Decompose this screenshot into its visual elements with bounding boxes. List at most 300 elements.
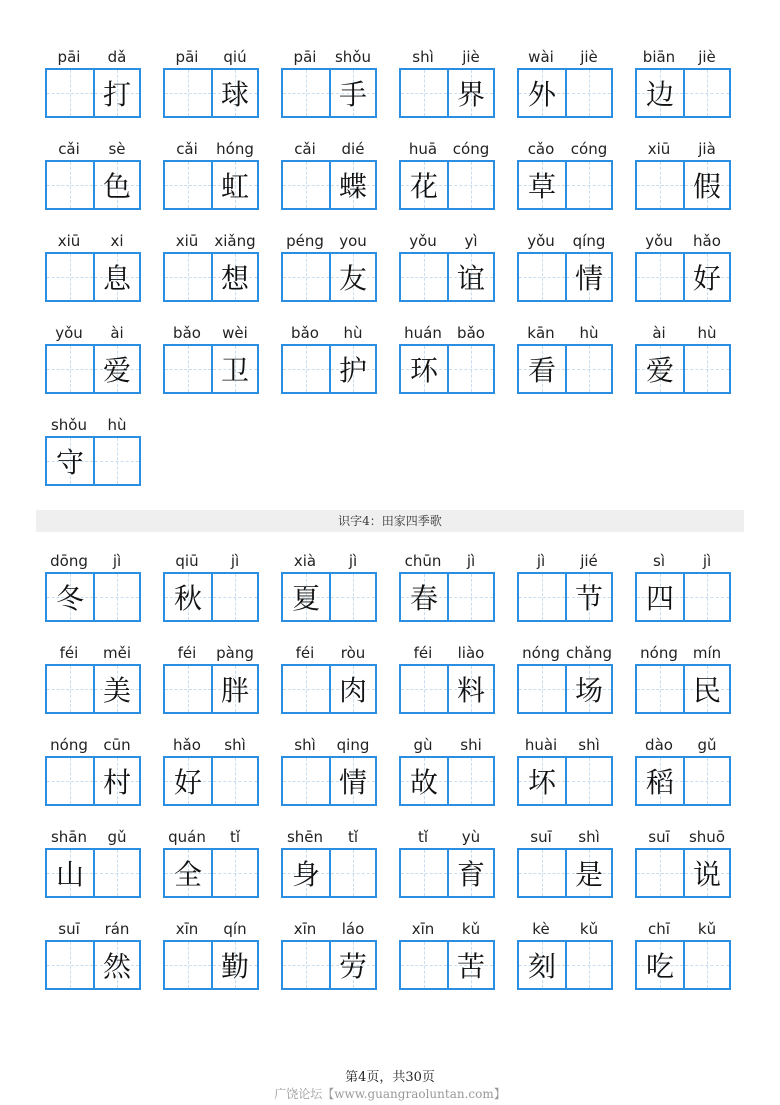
- pinyin-syllable: jì: [466, 552, 476, 570]
- pinyin-syllable: yù: [461, 828, 481, 846]
- pinyin-syllable: jì: [112, 552, 122, 570]
- word-item: [517, 546, 613, 622]
- word-item: [163, 638, 259, 714]
- hanzi: 看: [527, 354, 556, 387]
- hanzi: [685, 942, 729, 988]
- pinyin-syllable: shì: [294, 736, 316, 754]
- writing-cell: [447, 850, 493, 896]
- pinyin-syllable: yǒu: [55, 324, 83, 342]
- writing-cell: [519, 346, 565, 392]
- pinyin: [399, 546, 495, 572]
- writing-cell: [47, 666, 93, 712]
- writing-cell: [283, 666, 329, 712]
- pinyin: [281, 730, 377, 756]
- writing-cell: [637, 254, 683, 300]
- writing-cell: [165, 70, 211, 116]
- writing-cell: [565, 346, 611, 392]
- tianzige-box: [517, 756, 613, 806]
- word-item: [635, 226, 731, 302]
- pinyin-syllable: shuō: [688, 828, 725, 846]
- writing-cell: [47, 346, 93, 392]
- hanzi: [47, 758, 93, 804]
- writing-cell: [329, 70, 375, 116]
- writing-cell: [211, 942, 257, 988]
- writing-cell: [93, 254, 139, 300]
- pinyin-syllable: xi: [110, 232, 124, 250]
- pinyin-syllable: féi: [177, 644, 197, 662]
- tianzige-box: [45, 344, 141, 394]
- word-item: [635, 318, 731, 394]
- pinyin-syllable: ài: [652, 324, 666, 342]
- writing-cell: [683, 162, 729, 208]
- word-item: [163, 42, 259, 118]
- hanzi: 夏: [291, 582, 320, 615]
- pinyin-syllable: pàng: [216, 644, 254, 662]
- tianzige-box: [517, 940, 613, 990]
- pinyin-syllable: shì: [412, 48, 434, 66]
- pinyin-syllable: bǎo: [291, 324, 319, 342]
- pinyin: [517, 318, 613, 344]
- pinyin-syllable: jià: [698, 140, 716, 158]
- writing-cell: [47, 758, 93, 804]
- writing-cell: [165, 758, 211, 804]
- pinyin-syllable: rán: [104, 920, 130, 938]
- word-item: [517, 730, 613, 806]
- word-item: [635, 42, 731, 118]
- hanzi: 场: [574, 674, 603, 707]
- tianzige-box: [163, 68, 259, 118]
- writing-cell: [401, 162, 447, 208]
- writing-cell: [93, 666, 139, 712]
- hanzi: [685, 758, 729, 804]
- pinyin-syllable: huài: [524, 736, 558, 754]
- hanzi: 爱: [645, 354, 674, 387]
- hanzi: 全: [173, 858, 202, 891]
- word-item: [281, 42, 377, 118]
- writing-cell: [401, 254, 447, 300]
- tianzige-box: [399, 252, 495, 302]
- hanzi: [283, 666, 329, 712]
- writing-cell: [565, 254, 611, 300]
- writing-cell: [683, 574, 729, 620]
- writing-cell: [637, 850, 683, 896]
- pinyin-syllable: pāi: [175, 48, 199, 66]
- tianzige-box: [399, 848, 495, 898]
- writing-cell: [93, 758, 139, 804]
- pinyin-syllable: xīn: [175, 920, 199, 938]
- writing-cell: [329, 254, 375, 300]
- hanzi: [519, 666, 565, 712]
- writing-cell: [447, 758, 493, 804]
- hanzi: [213, 574, 257, 620]
- pinyin-syllable: hù: [579, 324, 599, 342]
- word-item: [163, 318, 259, 394]
- pinyin-syllable: shān: [50, 828, 88, 846]
- hanzi: [331, 574, 375, 620]
- hanzi: [213, 850, 257, 896]
- pinyin-syllable: sì: [653, 552, 665, 570]
- pinyin-syllable: wèi: [222, 324, 248, 342]
- word-item: [163, 730, 259, 806]
- writing-cell: [447, 574, 493, 620]
- tianzige-box: [517, 572, 613, 622]
- pinyin-syllable: jié: [580, 552, 598, 570]
- hanzi: [165, 942, 211, 988]
- pinyin: [281, 822, 377, 848]
- hanzi: 想: [220, 262, 249, 295]
- pinyin: [281, 42, 377, 68]
- hanzi: 村: [102, 766, 131, 799]
- tianzige-box: [45, 940, 141, 990]
- word-item: [45, 410, 141, 486]
- pinyin-syllable: huán: [404, 324, 442, 342]
- hanzi: [519, 574, 565, 620]
- writing-cell: [283, 70, 329, 116]
- pinyin: [635, 546, 731, 572]
- writing-cell: [47, 162, 93, 208]
- writing-cell: [329, 758, 375, 804]
- hanzi: [401, 942, 447, 988]
- hanzi: [47, 942, 93, 988]
- pinyin-syllable: qín: [223, 920, 247, 938]
- pinyin-syllable: hóng: [216, 140, 254, 158]
- hanzi: [519, 850, 565, 896]
- pinyin-syllable: hù: [107, 416, 127, 434]
- section2-grid: [45, 546, 735, 990]
- writing-cell: [165, 666, 211, 712]
- word-item: [399, 318, 495, 394]
- hanzi: 劳: [338, 950, 367, 983]
- word-item: [517, 318, 613, 394]
- writing-cell: [283, 574, 329, 620]
- tianzige-box: [635, 252, 731, 302]
- pinyin-syllable: shì: [578, 736, 600, 754]
- hanzi: 坏: [527, 766, 556, 799]
- pinyin: [517, 134, 613, 160]
- pinyin-syllable: ròu: [340, 644, 366, 662]
- writing-cell: [211, 666, 257, 712]
- pinyin-syllable: pāi: [57, 48, 81, 66]
- word-item: [399, 822, 495, 898]
- hanzi: 身: [291, 858, 320, 891]
- pinyin-syllable: shì: [224, 736, 246, 754]
- pinyin-syllable: mín: [692, 644, 722, 662]
- writing-cell: [447, 70, 493, 116]
- tianzige-box: [45, 436, 141, 486]
- page-number: 第4页，共30页: [345, 1070, 435, 1085]
- hanzi: [165, 70, 211, 116]
- tianzige-box: [45, 756, 141, 806]
- pinyin-syllable: xiū: [175, 232, 199, 250]
- writing-cell: [283, 254, 329, 300]
- pinyin: [45, 42, 141, 68]
- pinyin-syllable: bǎo: [173, 324, 201, 342]
- hanzi: 秋: [173, 582, 202, 615]
- pinyin: [399, 42, 495, 68]
- hanzi: 花: [409, 170, 438, 203]
- hanzi: 草: [527, 170, 556, 203]
- hanzi: 然: [102, 950, 131, 983]
- pinyin: [281, 226, 377, 252]
- writing-cell: [565, 162, 611, 208]
- pinyin: [281, 638, 377, 664]
- writing-cell: [329, 574, 375, 620]
- pinyin: [45, 134, 141, 160]
- pinyin: [635, 226, 731, 252]
- pinyin-syllable: qíng: [572, 232, 606, 250]
- writing-cell: [519, 758, 565, 804]
- pinyin-syllable: gù: [413, 736, 433, 754]
- writing-cell: [401, 758, 447, 804]
- writing-cell: [165, 162, 211, 208]
- pinyin-syllable: jiè: [698, 48, 716, 66]
- tianzige-box: [45, 160, 141, 210]
- word-item: [163, 822, 259, 898]
- tianzige-box: [45, 68, 141, 118]
- hanzi: 冬: [55, 582, 84, 615]
- tianzige-box: [399, 572, 495, 622]
- pinyin-syllable: nóng: [50, 736, 88, 754]
- pinyin-syllable: ài: [110, 324, 124, 342]
- word-item: [399, 134, 495, 210]
- tianzige-box: [45, 664, 141, 714]
- writing-cell: [683, 850, 729, 896]
- pinyin-syllable: dǎ: [107, 48, 127, 66]
- pinyin: [399, 318, 495, 344]
- hanzi: 息: [102, 262, 131, 295]
- hanzi: [47, 346, 93, 392]
- pinyin: [45, 822, 141, 848]
- hanzi: [213, 758, 257, 804]
- hanzi: [283, 254, 329, 300]
- pinyin-syllable: dào: [645, 736, 673, 754]
- tianzige-box: [281, 940, 377, 990]
- pinyin: [281, 914, 377, 940]
- writing-cell: [329, 850, 375, 896]
- pinyin-syllable: xiū: [647, 140, 671, 158]
- writing-cell: [47, 574, 93, 620]
- pinyin-syllable: féi: [295, 644, 315, 662]
- writing-cell: [47, 70, 93, 116]
- tianzige-box: [635, 664, 731, 714]
- pinyin-syllable: tǐ: [229, 828, 241, 846]
- pinyin-syllable: qing: [336, 736, 370, 754]
- writing-cell: [211, 346, 257, 392]
- hanzi: [685, 574, 729, 620]
- word-item: [281, 226, 377, 302]
- writing-cell: [211, 162, 257, 208]
- word-item: [517, 42, 613, 118]
- writing-cell: [447, 162, 493, 208]
- pinyin-syllable: cūn: [103, 736, 131, 754]
- writing-cell: [401, 574, 447, 620]
- hanzi: [449, 574, 493, 620]
- writing-cell: [93, 942, 139, 988]
- tianzige-box: [163, 848, 259, 898]
- hanzi: [401, 254, 447, 300]
- pinyin-syllable: cǎi: [176, 140, 198, 158]
- hanzi: 情: [338, 766, 367, 799]
- hanzi: 打: [102, 78, 131, 111]
- tianzige-box: [399, 664, 495, 714]
- pinyin-syllable: láo: [341, 920, 365, 938]
- word-item: [517, 134, 613, 210]
- hanzi: 环: [409, 354, 438, 387]
- pinyin-syllable: jiè: [462, 48, 480, 66]
- pinyin: [45, 914, 141, 940]
- pinyin-syllable: kǔ: [461, 920, 481, 938]
- writing-cell: [637, 574, 683, 620]
- pinyin: [399, 730, 495, 756]
- writing-cell: [165, 850, 211, 896]
- tianzige-box: [517, 68, 613, 118]
- word-item: [281, 318, 377, 394]
- pinyin: [399, 134, 495, 160]
- pinyin-syllable: xīn: [411, 920, 435, 938]
- writing-cell: [401, 942, 447, 988]
- pinyin-syllable: xiū: [57, 232, 81, 250]
- writing-cell: [637, 162, 683, 208]
- hanzi: 蝶: [338, 170, 367, 203]
- pinyin: [399, 914, 495, 940]
- pinyin: [635, 134, 731, 160]
- tianzige-box: [517, 160, 613, 210]
- section1-grid: [45, 42, 735, 486]
- pinyin-syllable: chǎng: [566, 644, 612, 662]
- hanzi: 稻: [645, 766, 674, 799]
- pinyin-syllable: liào: [457, 644, 485, 662]
- pinyin: [163, 730, 259, 756]
- pinyin-syllable: qiú: [223, 48, 247, 66]
- writing-cell: [447, 666, 493, 712]
- writing-cell: [93, 850, 139, 896]
- writing-cell: [93, 162, 139, 208]
- pinyin: [163, 318, 259, 344]
- tianzige-box: [399, 68, 495, 118]
- word-item: [635, 546, 731, 622]
- tianzige-box: [635, 572, 731, 622]
- pinyin-syllable: suī: [58, 920, 80, 938]
- writing-cell: [47, 850, 93, 896]
- writing-cell: [401, 70, 447, 116]
- tianzige-box: [635, 756, 731, 806]
- writing-cell: [93, 574, 139, 620]
- word-item: [45, 42, 141, 118]
- word-item: [281, 546, 377, 622]
- pinyin-syllable: bǎo: [457, 324, 485, 342]
- pinyin-syllable: jì: [536, 552, 546, 570]
- writing-cell: [283, 346, 329, 392]
- pinyin-syllable: xīn: [293, 920, 317, 938]
- hanzi: 故: [409, 766, 438, 799]
- writing-cell: [565, 942, 611, 988]
- pinyin: [399, 822, 495, 848]
- pinyin: [45, 226, 141, 252]
- writing-cell: [401, 346, 447, 392]
- writing-cell: [93, 346, 139, 392]
- pinyin-syllable: hǎo: [173, 736, 201, 754]
- hanzi: 守: [55, 446, 84, 479]
- word-item: [45, 638, 141, 714]
- pinyin-syllable: chī: [648, 920, 670, 938]
- pinyin-syllable: xiǎng: [214, 232, 256, 250]
- pinyin-syllable: cǎi: [58, 140, 80, 158]
- hanzi: [165, 254, 211, 300]
- hanzi: 护: [338, 354, 367, 387]
- hanzi: [95, 438, 139, 484]
- word-item: [281, 730, 377, 806]
- pinyin-syllable: suī: [648, 828, 670, 846]
- pinyin-syllable: shǒu: [334, 48, 371, 66]
- pinyin-syllable: yǒu: [645, 232, 673, 250]
- writing-cell: [519, 850, 565, 896]
- writing-cell: [565, 666, 611, 712]
- word-item: [517, 226, 613, 302]
- pinyin-syllable: kǔ: [579, 920, 599, 938]
- tianzige-box: [517, 252, 613, 302]
- pinyin: [163, 546, 259, 572]
- writing-cell: [47, 438, 93, 484]
- tianzige-box: [45, 572, 141, 622]
- writing-cell: [401, 666, 447, 712]
- pinyin: [517, 730, 613, 756]
- hanzi: [165, 346, 211, 392]
- writing-cell: [637, 70, 683, 116]
- pinyin: [517, 546, 613, 572]
- hanzi: [47, 162, 93, 208]
- tianzige-box: [163, 344, 259, 394]
- writing-cell: [519, 942, 565, 988]
- hanzi: 假: [692, 170, 721, 203]
- word-item: [399, 226, 495, 302]
- pinyin-syllable: cóng: [570, 140, 608, 158]
- hanzi: [567, 162, 611, 208]
- tianzige-box: [163, 160, 259, 210]
- pinyin-syllable: suī: [530, 828, 552, 846]
- pinyin-syllable: yǒu: [409, 232, 437, 250]
- pinyin-syllable: kǔ: [697, 920, 717, 938]
- hanzi: [637, 850, 683, 896]
- hanzi: [685, 70, 729, 116]
- word-item: [399, 546, 495, 622]
- pinyin: [517, 822, 613, 848]
- writing-cell: [519, 70, 565, 116]
- hanzi: [283, 758, 329, 804]
- word-item: [635, 914, 731, 990]
- word-item: [45, 318, 141, 394]
- pinyin-syllable: yì: [464, 232, 478, 250]
- pinyin: [163, 134, 259, 160]
- pinyin-syllable: chūn: [404, 552, 442, 570]
- tianzige-box: [635, 160, 731, 210]
- pinyin-syllable: gǔ: [697, 736, 717, 754]
- pinyin: [517, 914, 613, 940]
- section-title: 识字4：田家四季歌: [36, 510, 744, 532]
- hanzi: [401, 666, 447, 712]
- writing-cell: [683, 666, 729, 712]
- writing-cell: [519, 162, 565, 208]
- writing-cell: [683, 758, 729, 804]
- pinyin: [399, 638, 495, 664]
- pinyin: [517, 42, 613, 68]
- word-item: [281, 914, 377, 990]
- hanzi: [567, 346, 611, 392]
- word-item: [163, 134, 259, 210]
- pinyin-syllable: shǒu: [50, 416, 87, 434]
- writing-cell: [683, 346, 729, 392]
- pinyin: [281, 134, 377, 160]
- writing-cell: [211, 850, 257, 896]
